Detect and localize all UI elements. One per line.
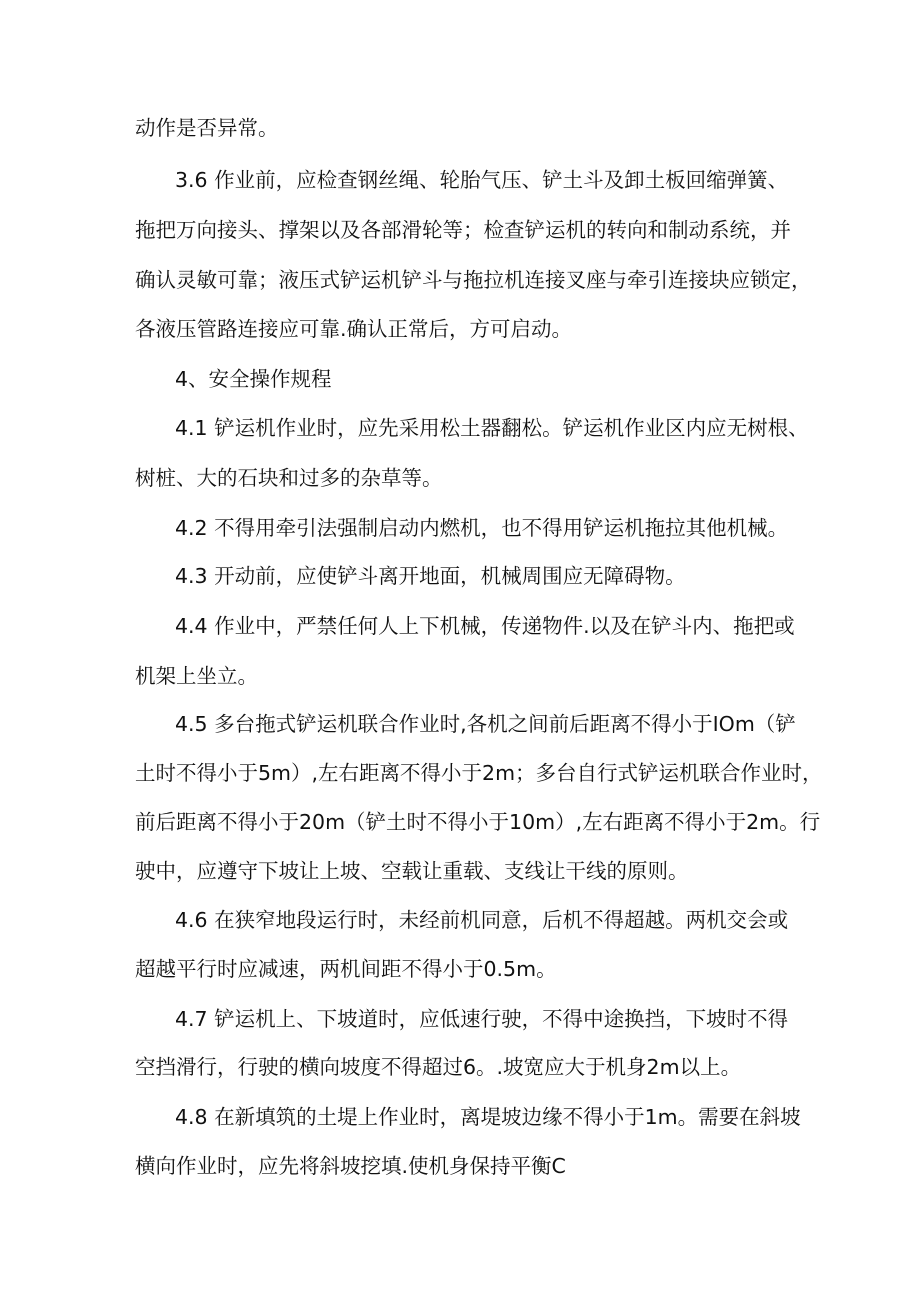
text-line-18: 超越平行时应减速，两机间距不得小于0.5m。 <box>135 957 557 981</box>
text-line-9: 4.2 不得用牵引法强制启动内燃机，也不得用铲运机拖拉其他机械。 <box>175 516 789 540</box>
text-line-1: 动作是否异常。 <box>135 116 279 140</box>
text-line-8: 树桩、大的石块和过多的杂草等。 <box>135 466 443 490</box>
text-line-5: 各液压管路连接应可靠.确认正常后，方可启动。 <box>135 317 573 341</box>
text-line-21: 4.8 在新填筑的土堤上作业时，离堤坡边缘不得小于1m。需要在斜坡 <box>175 1105 801 1129</box>
text-line-4: 确认灵敏可靠；液压式铲运机铲斗与拖拉机连接叉座与牵引连接块应锁定， <box>135 268 812 292</box>
section-heading: 4、安全操作规程 <box>175 367 332 391</box>
text-line-22: 横向作业时，应先将斜坡挖填.使机身保持平衡C <box>135 1154 566 1178</box>
text-line-7: 4.1 铲运机作业时，应先采用松土器翻松。铲运机作业区内应无树根、 <box>175 416 809 440</box>
text-line-20: 空挡滑行，行驶的横向坡度不得超过6。.坡宽应大于机身2m以上。 <box>135 1055 742 1079</box>
text-line-19: 4.7 铲运机上、下坡道时，应低速行驶，不得中途换挡，下坡时不得 <box>175 1007 789 1031</box>
text-line-16: 驶中，应遵守下坡让上坡、空载让重载、支线让干线的原则。 <box>135 859 689 883</box>
text-line-10: 4.3 开动前，应使铲斗离开地面，机械周围应无障碍物。 <box>175 564 686 588</box>
text-line-11: 4.4 作业中，严禁任何人上下机械，传递物件.以及在铲斗内、拖把或 <box>175 614 795 638</box>
text-line-13: 4.5 多台拖式铲运机联合作业时,各机之间前后距离不得小于IOm（铲 <box>175 712 796 736</box>
text-line-15: 前后距离不得小于20m（铲土时不得小于10m）,左右距离不得小于2m。行 <box>135 810 821 834</box>
text-line-14: 土时不得小于5m）,左右距离不得小于2m；多台自行式铲运机联合作业时， <box>135 761 823 785</box>
text-line-17: 4.6 在狭窄地段运行时，未经前机同意，后机不得超越。两机交会或 <box>175 908 789 932</box>
text-line-3: 拖把万向接头、撑架以及各部滑轮等；检查铲运机的转向和制动系统，并 <box>135 218 791 242</box>
text-line-2: 3.6 作业前，应检查钢丝绳、轮胎气压、铲土斗及卸土板回缩弹簧、 <box>175 168 789 192</box>
text-line-12: 机架上坐立。 <box>135 664 258 688</box>
